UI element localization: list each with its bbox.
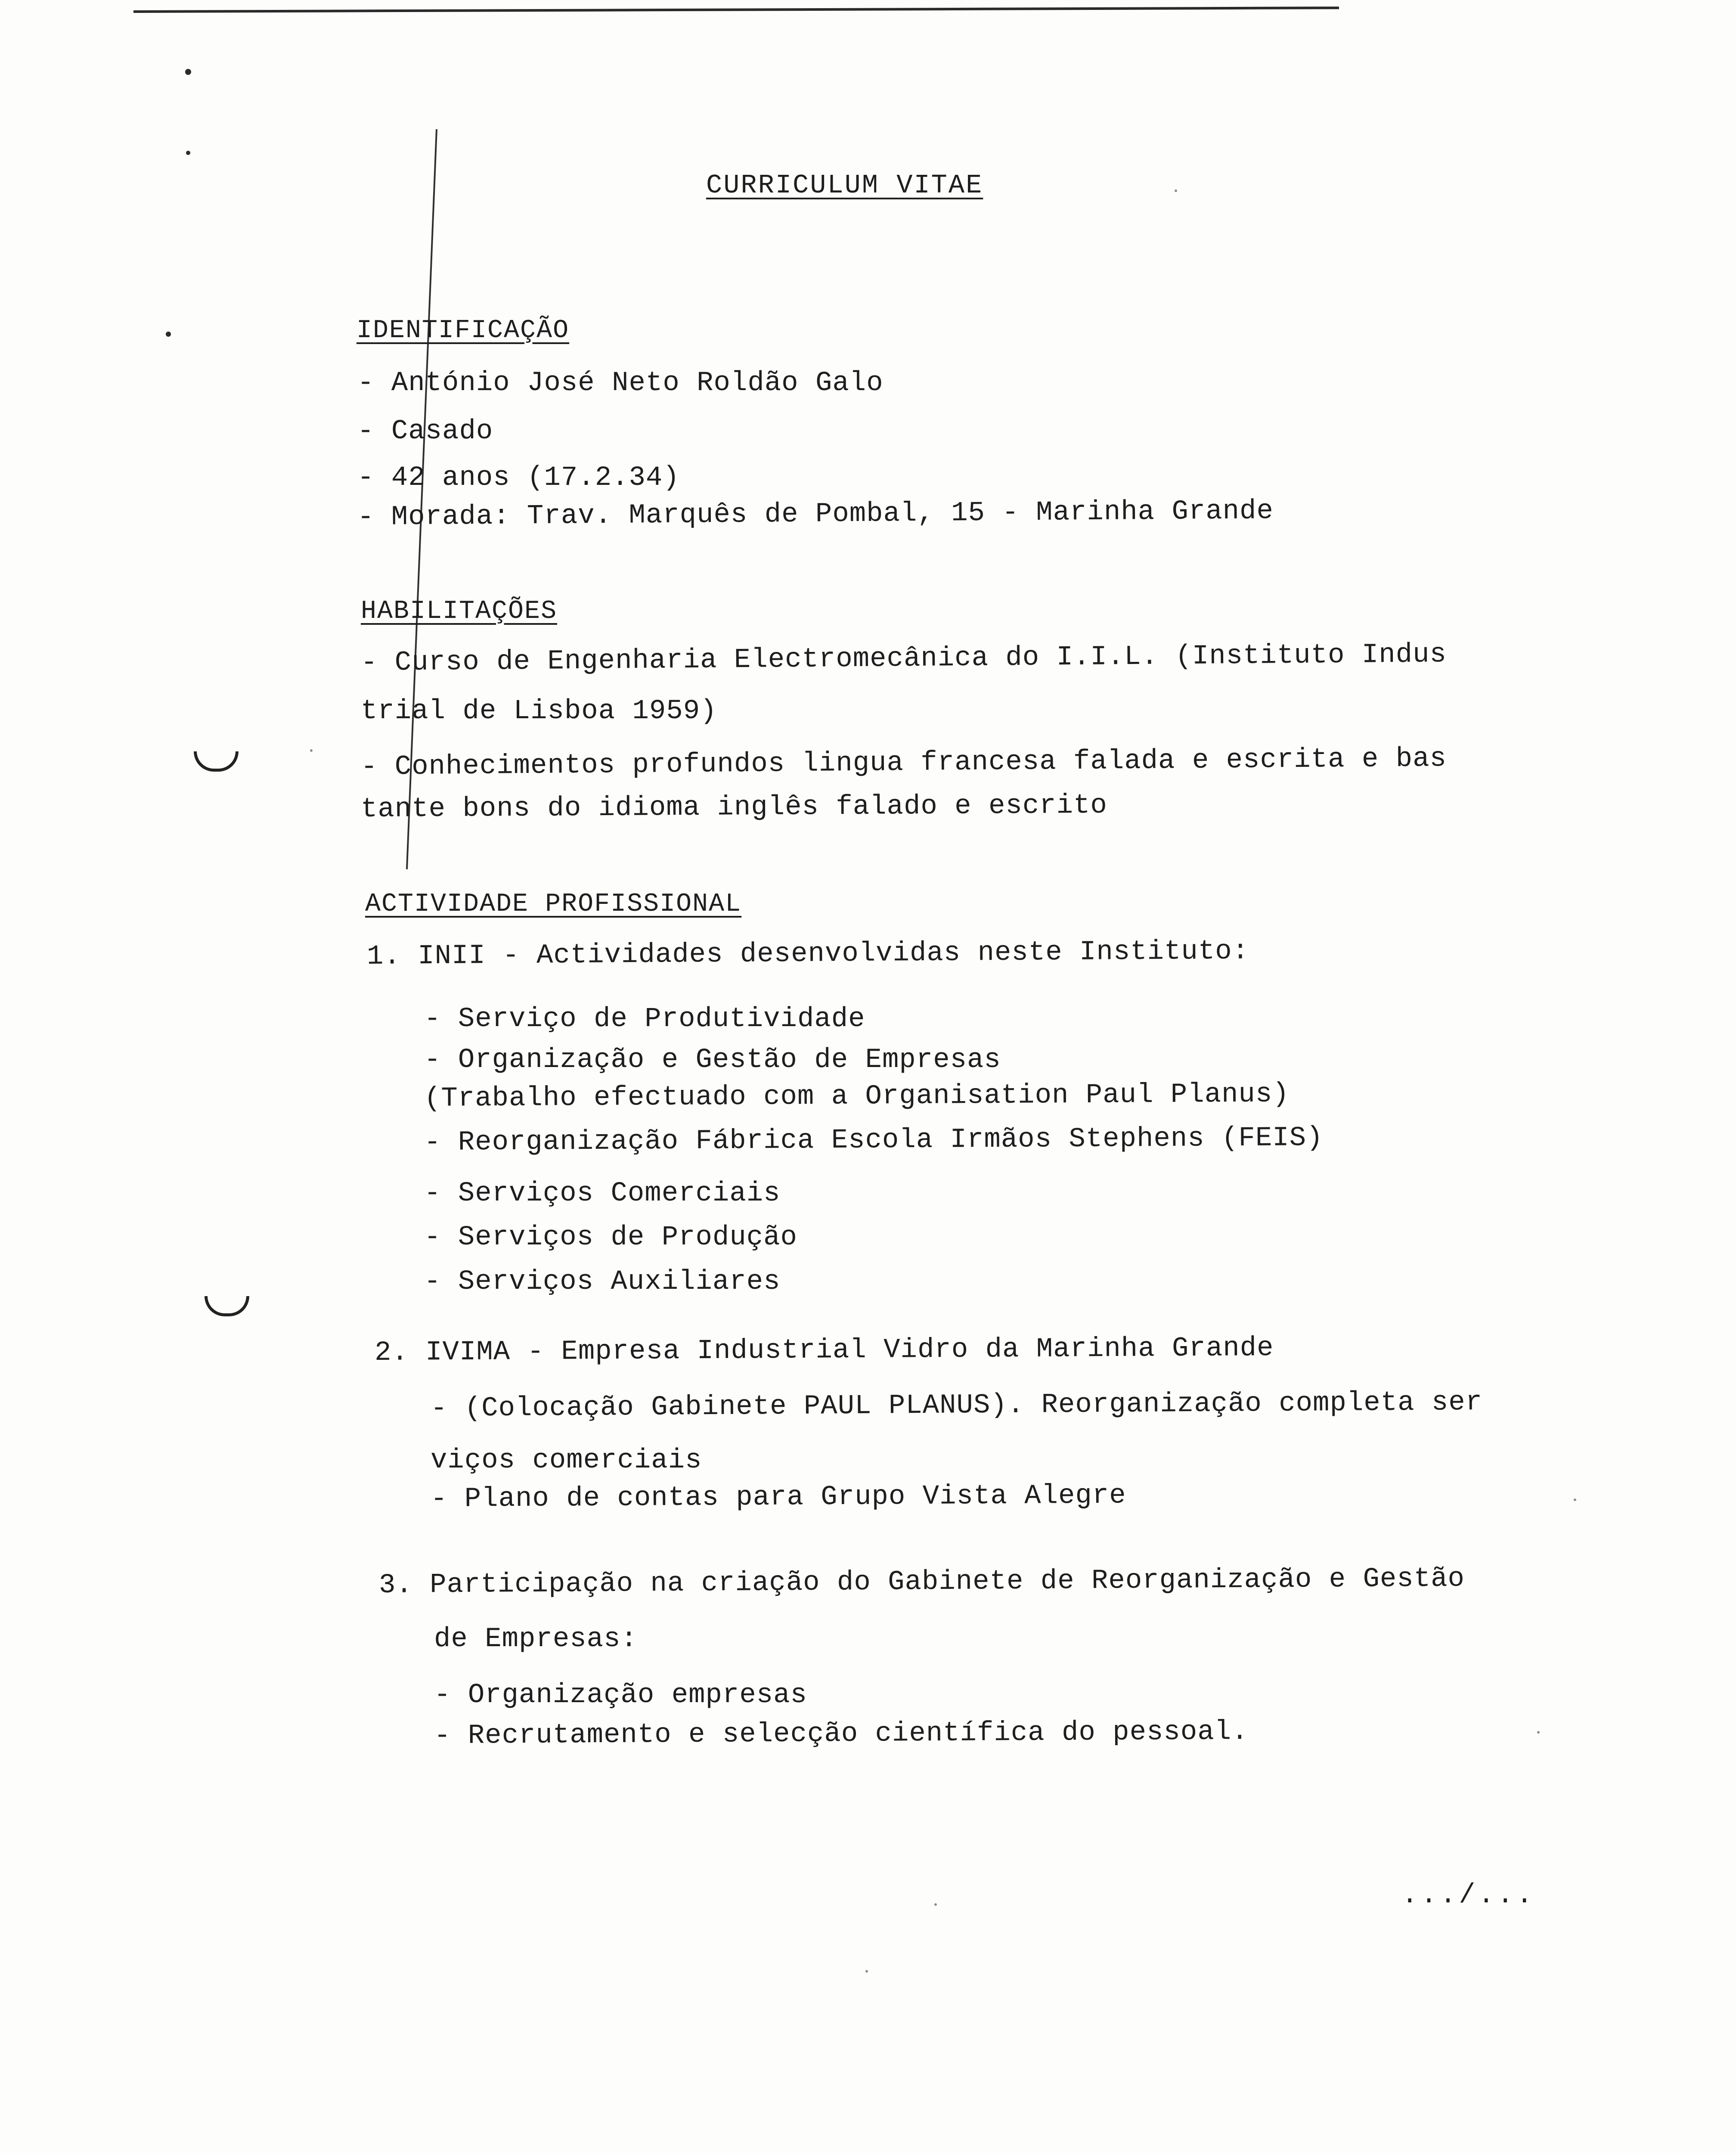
continuation-mark: .../... xyxy=(1401,1880,1535,1911)
punch-hole-mark xyxy=(205,1296,249,1316)
identificacao-line: - Casado xyxy=(357,416,493,447)
activity-item-line: (Trabalho efectuado com a Organisation Paul Planus) xyxy=(424,1079,1290,1114)
page-title: CURRICULUM VITAE xyxy=(706,170,983,201)
activity-item-line: - Serviços de Produção xyxy=(424,1222,797,1253)
activity-item-line: - Serviços Comerciais xyxy=(424,1178,781,1209)
scan-speck xyxy=(865,1970,868,1973)
habilitacoes-line: trial de Lisboa 1959) xyxy=(361,696,717,727)
scan-speck xyxy=(934,1903,937,1906)
activity-item-line: viços comerciais xyxy=(431,1445,702,1476)
activity-item-title: 2. IVIMA - Empresa Industrial Vidro da Marinha Grande xyxy=(374,1333,1274,1368)
habilitacoes-line: - Curso de Engenharia Electromecânica do I.I.L. (Instituto Indus xyxy=(360,639,1447,679)
activity-item-line: - Recrutamento e selecção científica do pessoal. xyxy=(434,1716,1249,1752)
activity-item-line: - Serviço de Produtividade xyxy=(424,1004,865,1035)
activity-item-line: - Plano de contas para Grupo Vista Alegre xyxy=(430,1480,1126,1515)
section-heading-actividade: ACTIVIDADE PROFISSIONAL xyxy=(365,890,742,919)
scan-speck xyxy=(166,332,171,337)
activity-item-title-cont: de Empresas: xyxy=(434,1624,638,1655)
activity-item-line: - Serviços Auxiliares xyxy=(424,1266,781,1297)
habilitacoes-line: tante bons do idioma inglês falado e escrito xyxy=(360,790,1108,825)
top-rule xyxy=(133,6,1339,13)
scan-speck xyxy=(1537,1731,1540,1734)
identificacao-line: - Morada: Trav. Marquês de Pombal, 15 - Marinha Grande xyxy=(357,496,1274,533)
habilitacoes-line: - Conhecimentos profundos lingua francesa falada e escrita e bas xyxy=(360,743,1447,783)
activity-item-line: - Organização e Gestão de Empresas xyxy=(424,1045,1001,1076)
section-heading-habilitacoes: HABILITAÇÕES xyxy=(361,597,558,626)
activity-item-line: - Organização empresas xyxy=(434,1680,807,1711)
scan-speck xyxy=(310,749,313,752)
scan-speck xyxy=(1175,189,1177,192)
scan-speck xyxy=(185,69,191,75)
punch-hole-mark xyxy=(194,751,239,772)
identificacao-line: - 42 anos (17.2.34) xyxy=(357,462,680,493)
activity-item-line: - (Colocação Gabinete PAUL PLANUS). Reorganização completa ser xyxy=(430,1387,1483,1424)
section-heading-identificacao: IDENTIFICAÇÃO xyxy=(356,316,570,345)
identificacao-line: - António José Neto Roldão Galo xyxy=(357,368,884,399)
activity-item-title: 1. INII - Actividades desenvolvidas neste Instituto: xyxy=(366,936,1249,972)
activity-item-line: - Reorganização Fábrica Escola Irmãos Stephens (FEIS) xyxy=(424,1123,1324,1158)
activity-item-title: 3. Participação na criação do Gabinete de Reorganização e Gestão xyxy=(378,1563,1465,1601)
scan-speck xyxy=(186,151,190,155)
scan-speck xyxy=(1574,1498,1576,1501)
